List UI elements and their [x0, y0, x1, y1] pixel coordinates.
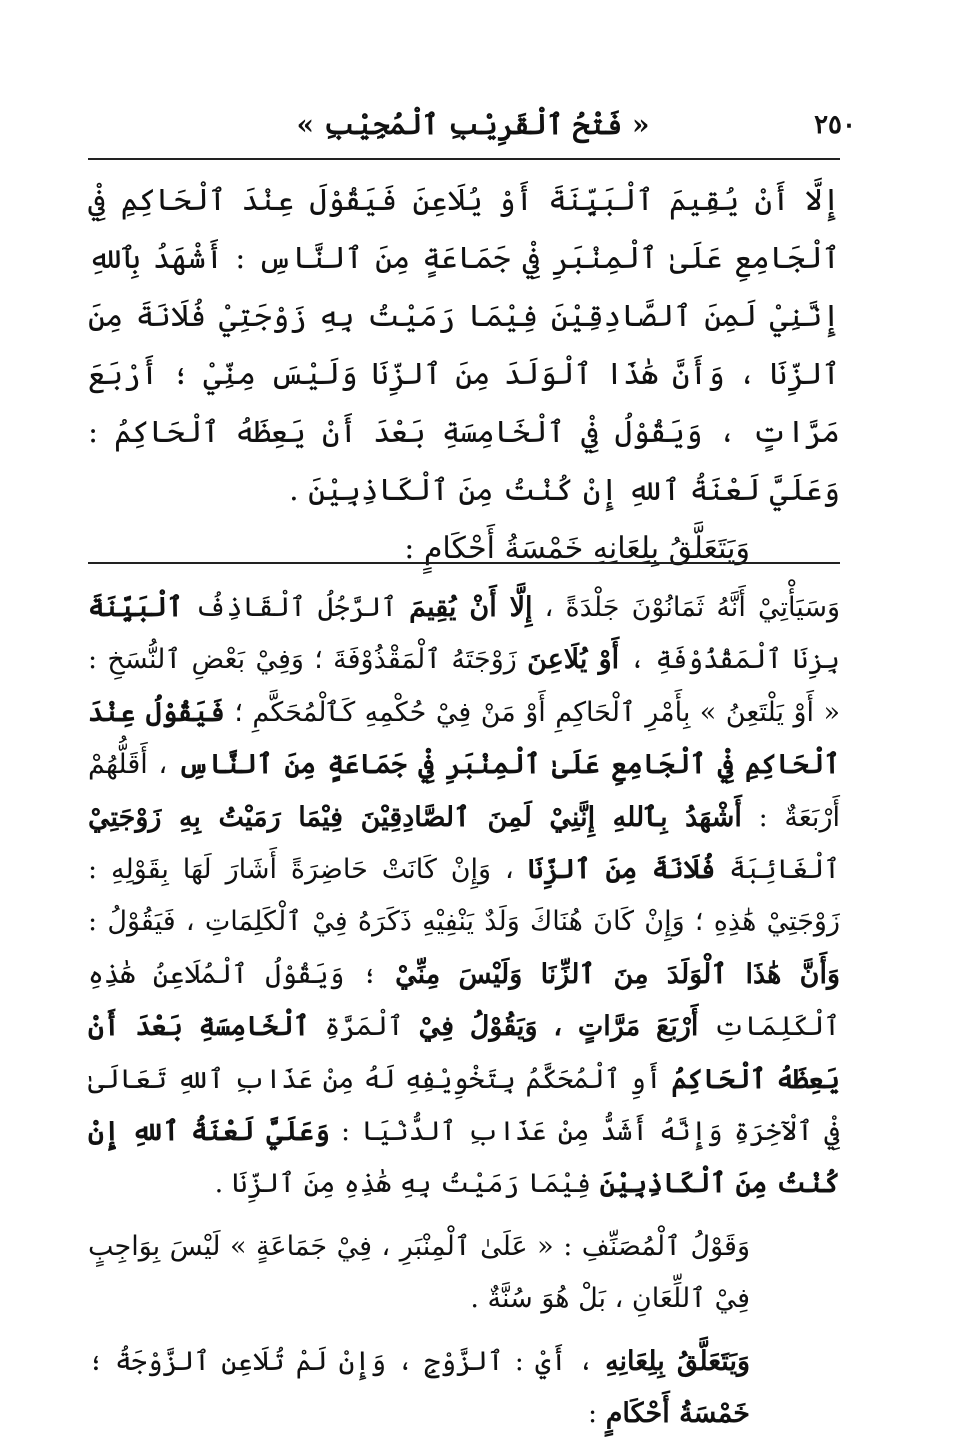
commentary-text: ، أَقَلُّهُمْ أَرْبَعَةٌ : — [88, 749, 840, 833]
matn-paragraph: وَيَتَعَلَّقُ بِلِعَانِهِ خَمْسَةُ أَحْكَامٍ : — [404, 531, 750, 566]
commentary-text: ، وَإِنْ كَانَتْ حَاضِرَةً أَشَارَ لَهَا بِقَوْلِهِ : زَوْجَتِيْ هَٰذِهِ ؛ وَإِنْ كَانَ هُنَاكَ وَلَدٌ يَنْفِيْهِ ذَكَرَهُ فِيْ ٱلْكَلِمَاتِ ، فَيَقُوْلُ : — [88, 854, 840, 938]
matn-paragraph: إِلَّا أَنْ يُقِيمَ ٱلْبَيِّنَةَ أَوْ يُلَاعِنَ فَيَقُوْلَ عِنْدَ ٱلْحَاكِمِ فِيْ ٱلْجَامِعِ عَلَىٰ ٱلْمِنْبَرِ فِيْ جَمَاعَةٍ مِنَ ٱلنَّاسِ : أَشْهَدُ بِٱللهِ إِنَّنِيْ لَمِنَ ٱلصَّادِقِيْنَ فِيْمَا رَمَيْتُ بِهِ زَوْجَتِيْ فُلَانَةَ مِنَ ٱلزِّنَا ، وَأَنَّ هَٰذَا ٱلْوَلَدَ مِنَ ٱلزِّنَا وَلَيْسَ مِنِّيْ ؛ أَرْبَعَ مَرَّاتٍ ، وَيَقُوْلُ فِيْ ٱلْخَامِسَةِ بَعْدَ أَنْ يَعِظَهُ ٱلْحَاكِمُ : وَعَلَيَّ لَعْنَةُ ٱللهِ إِنْ كُنْتُ مِنَ ٱلْكَاذِبِيْنَ . — [88, 183, 840, 508]
commentary-text: زَوْجَتَهُ ٱلْمَقْذُوْفَةَ ؛ وَفِيْ بَعْضِ ٱلنُّسَخِ : « أَوْ يَلْتَعِنُ » بِأَمْرِ ٱلْحَاكِمِ أَوْ مَنْ فِيْ حُكْمِهِ كَٱلْمُحَكَّمِ ؛ — [88, 644, 840, 728]
commentary-text: ٱلرَّجُلُ ٱلْقَاذِفُ — [182, 592, 410, 623]
page-header — [90, 104, 856, 148]
quoted-matn: فُلَانَةَ مِنَ ٱلزِّنَا — [527, 854, 716, 886]
quoted-matn: ٱلْبَيِّنَةَ — [88, 592, 183, 623]
quoted-matn: وَأَنَّ هَٰذَا ٱلْوَلَدَ مِنَ ٱلزِّنَا وَلَيْسَ مِنِّيْ — [395, 958, 840, 990]
quoted-matn: وَيَتَعَلَّقُ بِلِعَانِهِ — [605, 1345, 751, 1377]
quoted-matn: ٱلْخَامِسَةِ بَعْدَ أَنْ يَعِظَهُ ٱلْحَاكِمُ — [88, 1011, 840, 1095]
quoted-matn: أَشْهَدُ بِٱللهِ إِنَّنِيْ لَمِنَ ٱلصَّادِقِيْنَ فِيْمَا رَمَيْتُ بِهِ زَوْجَتِيْ — [88, 801, 742, 833]
commentary-text: : — [588, 1398, 606, 1430]
commentary-text: ؛ وَيَقُوْلُ ٱلْمُلَاعِنُ هَٰذِهِ ٱلْكَلِمَاتِ — [88, 958, 840, 1043]
commentary-text: ، أَيْ : ٱلزَّوْجِ ، وَإِنْ لَمْ تُلَاعِنِ ٱلزَّوْجَةُ ؛ — [88, 1345, 606, 1377]
header-divider — [88, 158, 840, 160]
commentary-text: ٱلْمَرَّةِ — [309, 1011, 419, 1043]
quoted-matn: إِلَّا أَنْ يُقِيمَ — [409, 592, 533, 623]
quoted-matn: أَرْبَعَ مَرَّاتٍ ، وَيَقُوْلُ فِيْ — [418, 1011, 699, 1043]
quoted-matn: فَيَقُوْلُ عِنْدَ ٱلْحَاكِمِ فِيْ ٱلْجَامِعِ عَلَىٰ ٱلْمِنْبَرِ فِيْ جَمَاعَةٍ مِنَ ٱلنَّاسِ — [88, 696, 840, 781]
commentary-text: أَوِ ٱلْمُحَكَّمُ بِتَخْوِيْفِهِ لَهُ مِنْ عَذَابِ ٱللهِ تَعَالَىٰ فِيْ ٱلْآخِرَةِ وَإِنَّهُ أَشَدُّ مِنْ عَذَابِ ٱلدُّنْيَا : — [88, 1063, 840, 1148]
quoted-matn: وَعَلَيَّ لَعْنَةُ ٱللهِ إِنْ كُنْتُ مِنَ ٱلْكَاذِبِيْنَ — [88, 1116, 840, 1200]
matn-text — [88, 172, 840, 578]
commentary-paragraph — [88, 1336, 840, 1441]
quoted-matn: خَمْسَةُ أَحْكَامٍ — [605, 1398, 750, 1430]
commentary-text: ٱلْغَائِبَةَ — [715, 854, 840, 886]
quoted-matn: أَوْ يُلَاعِنَ — [527, 644, 620, 676]
sharh-commentary — [88, 582, 840, 1441]
commentary-text: فِيْمَا رَمَيْتُ بِهِ هَٰذِهِ مِنَ ٱلزِّنَا . — [214, 1168, 600, 1200]
matn-sharh-divider — [88, 562, 840, 564]
running-title: « فَتْحُ ٱلْقَرِيْبِ ٱلْمُجِيْبِ » — [296, 108, 650, 141]
commentary-paragraph: وَقَوْلُ ٱلْمُصَنِّفِ : « عَلَىٰ ٱلْمِنْبَرِ ، فِيْ جَمَاعَةٍ » لَيْسَ بِوَاجِبٍ فِيْ ٱللِّعَانِ ، بَلْ هُوَ سُنَّةٌ . — [88, 1230, 750, 1315]
commentary-text: وَسَيَأْتِيْ أَنَّهُ ثَمَانُوْنَ جَلْدَةً ، — [532, 592, 841, 623]
commentary-text: بِزِنَا ٱلْمَقْذُوْفَةِ ، — [619, 644, 841, 676]
page-number: ٢٥٠ — [814, 110, 856, 140]
commentary-paragraph — [88, 582, 840, 1211]
